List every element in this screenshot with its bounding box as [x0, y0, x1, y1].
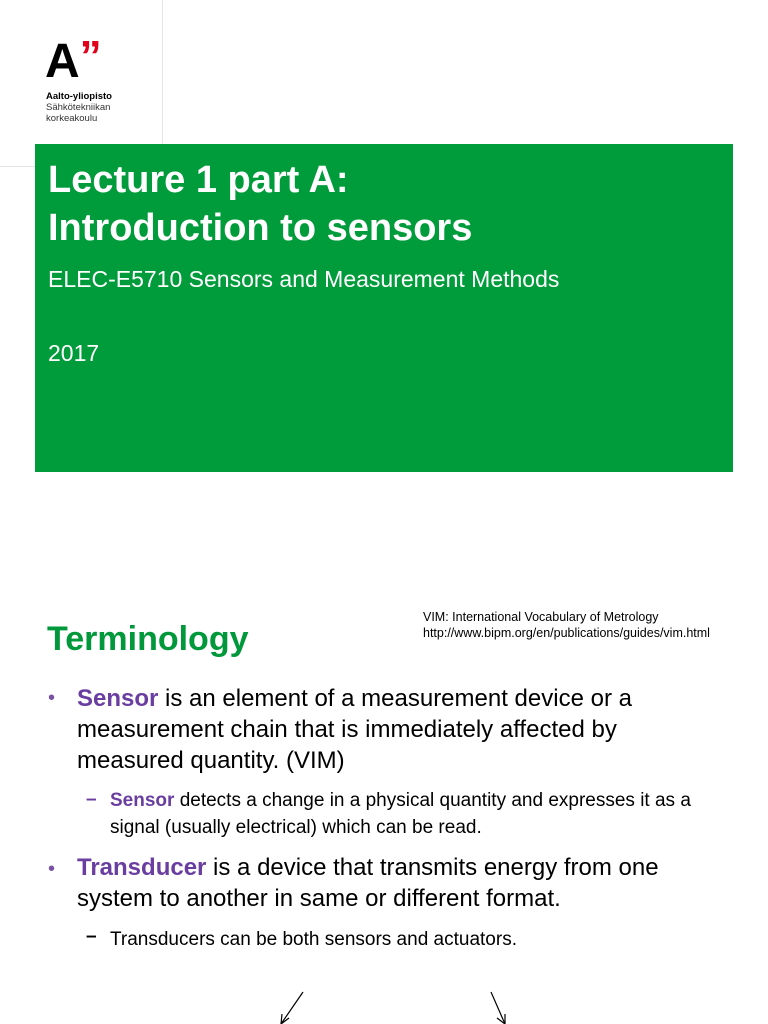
- reference-title: VIM: International Vocabulary of Metrology: [423, 610, 659, 624]
- vim-reference: [423, 609, 710, 641]
- bullet-icon: •: [48, 858, 56, 880]
- sensor-definition-text: is an element of a measurement device or a measurement chain that is immediately affected by measured quantity. (VIM): [77, 685, 632, 774]
- sensor-definition: [77, 683, 717, 776]
- logo-quote-icon: ”: [79, 32, 101, 81]
- sensor-subpoint-text: detects a change in a physical quantity and expresses it as a signal (usually electrical) which can be read.: [110, 790, 691, 838]
- logo-university-name: Aalto-yliopisto: [46, 91, 112, 102]
- term-transducer: Transducer: [77, 854, 207, 881]
- transducer-subpoint-text: Transducers can be both sensors and actuators.: [110, 929, 517, 950]
- term-sensor: Sensor: [77, 685, 159, 712]
- logo-school-name-2: korkeakoulu: [46, 113, 98, 124]
- transducer-subpoint: [110, 926, 740, 953]
- aalto-logo: [0, 0, 163, 167]
- course-year: 2017: [48, 340, 100, 366]
- term-sensor-sub: Sensor: [110, 790, 175, 811]
- logo-mark: A”: [45, 32, 101, 88]
- right-arrow-icon: [491, 992, 505, 1024]
- dash-icon: –: [86, 926, 97, 947]
- bullet-icon: •: [48, 687, 56, 709]
- lecture-title-line2: Introduction to sensors: [48, 207, 473, 249]
- logo-school-name-1: Sähkötekniikan: [46, 102, 111, 113]
- course-subtitle: ELEC-E5710 Sensors and Measurement Methods: [48, 266, 560, 292]
- section-title: Terminology: [47, 620, 249, 658]
- transducer-definition-text: is a device that transmits energy from one system to another in same or different format.: [77, 854, 659, 912]
- transducer-definition: [77, 852, 737, 914]
- left-arrow-icon: [281, 992, 303, 1024]
- sensor-subpoint: [110, 787, 740, 841]
- title-block: [35, 144, 733, 472]
- diagram-arrows: [0, 980, 768, 1024]
- lecture-title-line1: Lecture 1 part A:: [48, 159, 349, 201]
- reference-url: http://www.bipm.org/en/publications/guides/vim.html: [423, 626, 710, 640]
- dash-icon: –: [86, 789, 97, 810]
- lecture-title: [48, 156, 472, 252]
